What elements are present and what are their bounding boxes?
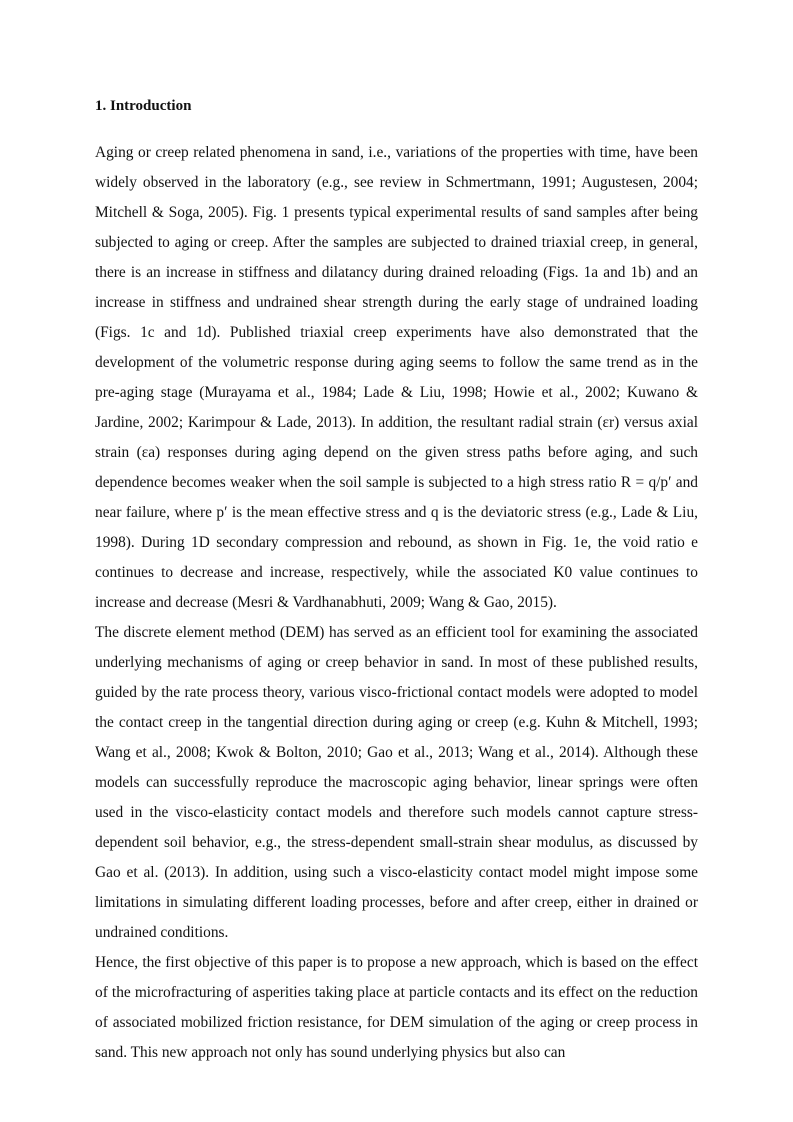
paragraph-aging-phenomena: Aging or creep related phenomena in sand, i.e., variations of the properties with time, have been widely observed in the laboratory (e.g., see review in Schmertmann, 1991; Augustesen, 2004; Mitchell & Soga, 2005). Fig. 1 presents typical experimental results of sand samples after being subjected to aging or creep. After the samples are subjected to drained triaxial creep, in general, there is an increase in stiffness and dilatancy during drained reloading (Figs. 1a and 1b) and an increase in stiffness and undrained shear strength during the early stage of undrained loading (Figs. 1c and 1d). Published triaxial creep experiments have also demonstrated that the development of the volumetric response during aging seems to follow the same trend as in the pre-aging stage (Murayama et al., 1984; Lade & Liu, 1998; Howie et al., 2002; Kuwano & Jardine, 2002; Karimpour & Lade, 2013). In addition, the resultant radial strain (εr) versus axial strain (εa) responses during aging depend on the given stress paths before aging, and such dependence becomes weaker when the soil sample is subjected to a high stress ratio R = q/p′ and near failure, where p′ is the mean effective stress and q is the deviatoric stress (e.g., Lade & Liu, 1998). During 1D secondary compression and rebound, as shown in Fig. 1e, the void ratio e continues to decrease and increase, respectively, while the associated K0 value continues to increase and decrease (Mesri & Vardhanabhuti, 2009; Wang & Gao, 2015). xyxy=(95,144,698,611)
paragraph-objective: Hence, the first objective of this paper is to propose a new approach, which is based on the effect of the microfracturing of asperities taking place at particle contacts and its effect on the reduction of associated mobilized friction resistance, for DEM simulation of the aging or creep process in sand. This new approach not only has sound underlying physics but also can xyxy=(95,954,698,1061)
body-text xyxy=(95,138,698,1068)
section-heading: 1. Introduction xyxy=(95,98,192,114)
paragraph-dem-background: The discrete element method (DEM) has served as an efficient tool for examining the associated underlying mechanisms of aging or creep behavior in sand. In most of these published results, guided by the rate process theory, various visco-frictional contact models were adopted to model the contact creep in the tangential direction during aging or creep (e.g. Kuhn & Mitchell, 1993; Wang et al., 2008; Kwok & Bolton, 2010; Gao et al., 2013; Wang et al., 2014). Although these models can successfully reproduce the macroscopic aging behavior, linear springs were often used in the visco-elasticity contact models and therefore such models cannot capture stress-dependent soil behavior, e.g., the stress-dependent small-strain shear modulus, as discussed by Gao et al. (2013). In addition, using such a visco-elasticity contact model might impose some limitations in simulating different loading processes, before and after creep, either in drained or undrained conditions. xyxy=(95,624,698,941)
